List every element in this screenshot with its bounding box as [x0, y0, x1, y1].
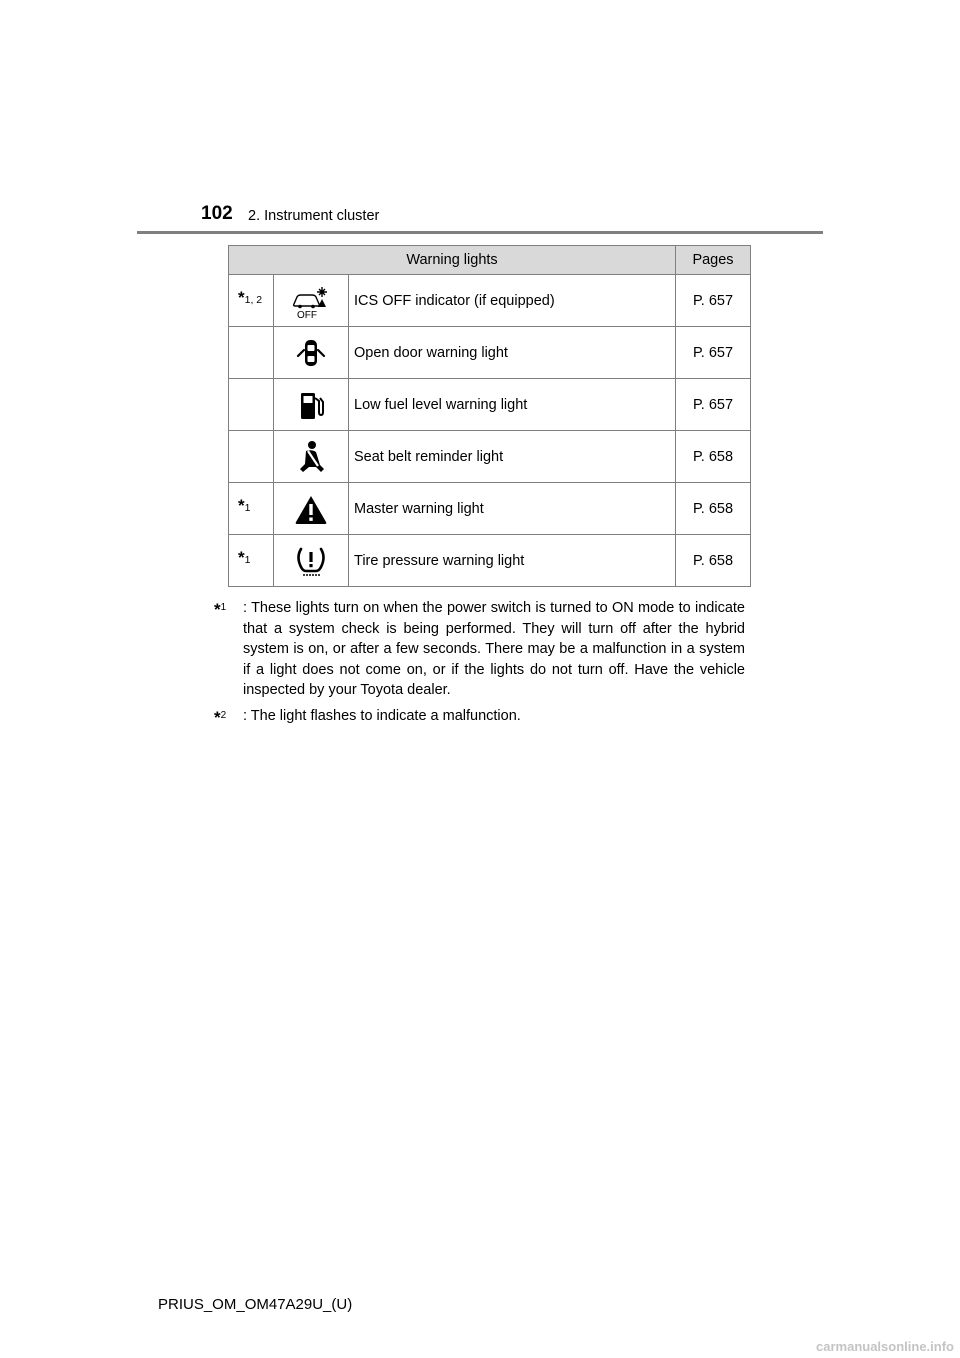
table-row — [229, 275, 751, 327]
row-ref-cell — [229, 483, 274, 535]
page-ref: P. 658 — [676, 535, 751, 587]
row-ref-cell — [229, 327, 274, 379]
section-title: 2. Instrument cluster — [248, 208, 380, 224]
footnote-ref: *1 — [238, 496, 251, 515]
footnote-text: : The light flashes to indicate a malfunction. — [243, 707, 521, 724]
footnote-text: : These lights turn on when the power switch is turned to ON mode to indicate that a system check is being performed. They will turn off after the hybrid system is on, or after a few seconds. There may be a malfunction in a system if a light does not come on, or if the lights do not turn off. Have the vehicle inspected by your Toyota dealer. — [243, 600, 745, 698]
warning-light-name: Open door warning light — [349, 327, 676, 379]
watermark: carmanualsonline.info — [816, 1339, 954, 1354]
header-rule — [137, 231, 823, 234]
page-ref: P. 657 — [676, 327, 751, 379]
table-row — [229, 535, 751, 587]
footnote-1 — [214, 598, 745, 701]
footnote-marker: *$^1$ — [214, 600, 227, 619]
document-code: PRIUS_OM_OM47A29U_(U) — [158, 1296, 353, 1313]
page-ref: P. 657 — [676, 275, 751, 327]
row-ref-cell — [229, 431, 274, 483]
table-header-row — [229, 246, 751, 275]
warning-lights-table — [228, 245, 751, 587]
warning-light-name: Master warning light — [349, 483, 676, 535]
page-header — [0, 0, 960, 240]
ics-off-icon — [274, 275, 349, 327]
footnote-ref: *1, 2 — [238, 288, 263, 307]
page-number: 102 — [201, 203, 233, 224]
warning-light-name: ICS OFF indicator (if equipped) — [349, 275, 676, 327]
open-door-icon — [274, 327, 349, 379]
table-row — [229, 483, 751, 535]
fuel-pump-icon — [274, 379, 349, 431]
warning-light-name: Tire pressure warning light — [349, 535, 676, 587]
page-ref: P. 657 — [676, 379, 751, 431]
page-ref: P. 658 — [676, 483, 751, 535]
warning-light-name: Seat belt reminder light — [349, 431, 676, 483]
page-ref: P. 658 — [676, 431, 751, 483]
row-ref-cell — [229, 535, 274, 587]
tire-pressure-icon — [274, 535, 349, 587]
table-row — [229, 327, 751, 379]
table-row — [229, 379, 751, 431]
warning-light-name: Low fuel level warning light — [349, 379, 676, 431]
footnote-2 — [214, 706, 745, 730]
row-ref-cell — [229, 275, 274, 327]
footnote-marker: *$^2$ — [214, 707, 227, 727]
seat-belt-icon — [274, 431, 349, 483]
row-ref-cell — [229, 379, 274, 431]
col-header-warning-lights: Warning lights — [229, 246, 676, 275]
footnote-ref: *1 — [238, 548, 251, 567]
master-warning-icon — [274, 483, 349, 535]
table-row — [229, 431, 751, 483]
svg-text:OFF: OFF — [297, 309, 317, 319]
col-header-pages: Pages — [676, 246, 751, 275]
footnotes — [214, 598, 745, 734]
